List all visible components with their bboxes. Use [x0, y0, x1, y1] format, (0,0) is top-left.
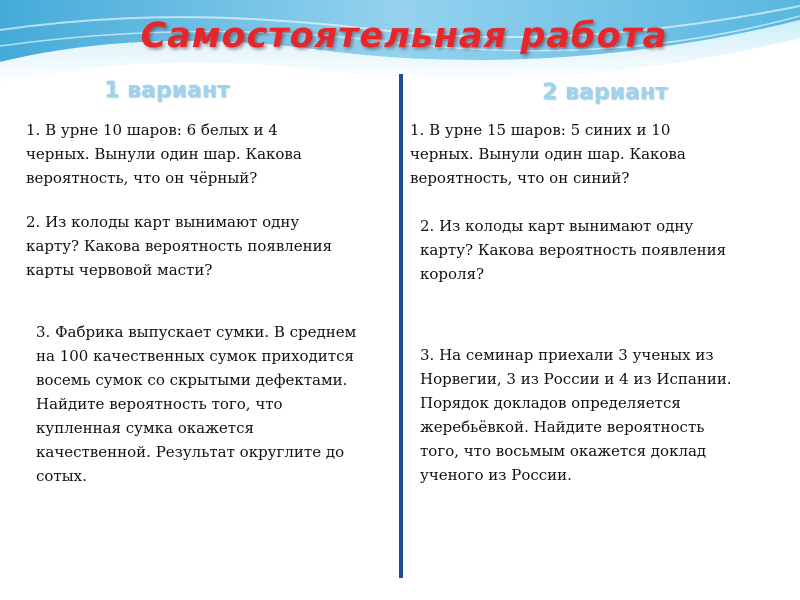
variant-2-label: 2 вариант — [542, 80, 668, 105]
variant-2-task-1: 1. В урне 15 шаров: 5 синих и 10 черных. Вынули один шар. Какова вероятность, что он синий? — [410, 121, 686, 187]
variant-2-task-3: 3. На семинар приехали 3 ученых из Норвегии, 3 из России и 4 из Испании. Порядок докладов определяется жеребьёвкой. Найдите вероятность того, что восьмым окажется доклад ученого из России. — [420, 346, 732, 484]
column-divider — [399, 74, 403, 578]
variant-1-task-2: 2. Из колоды карт вынимают одну карту? Какова вероятность появления карты червовой масти? — [26, 213, 333, 279]
slide-title: Самостоятельная работа — [140, 16, 668, 56]
variant-1-label: 1 вариант — [104, 78, 230, 103]
variant-1-task-3: 3. Фабрика выпускает сумки. В среднем на 100 качественных сумок приходится восемь сумок со скрытыми дефектами. Найдите вероятность того, что купленная сумка окажется качественной. Результат округлите до сотых. — [36, 323, 357, 485]
variant-2-task-2: 2. Из колоды карт вынимают одну карту? Какова вероятность появления короля? — [420, 217, 727, 283]
variant-1-task-1: 1. В урне 10 шаров: 6 белых и 4 черных. Вынули один шар. Какова вероятность, что он чёрный? — [26, 121, 302, 187]
